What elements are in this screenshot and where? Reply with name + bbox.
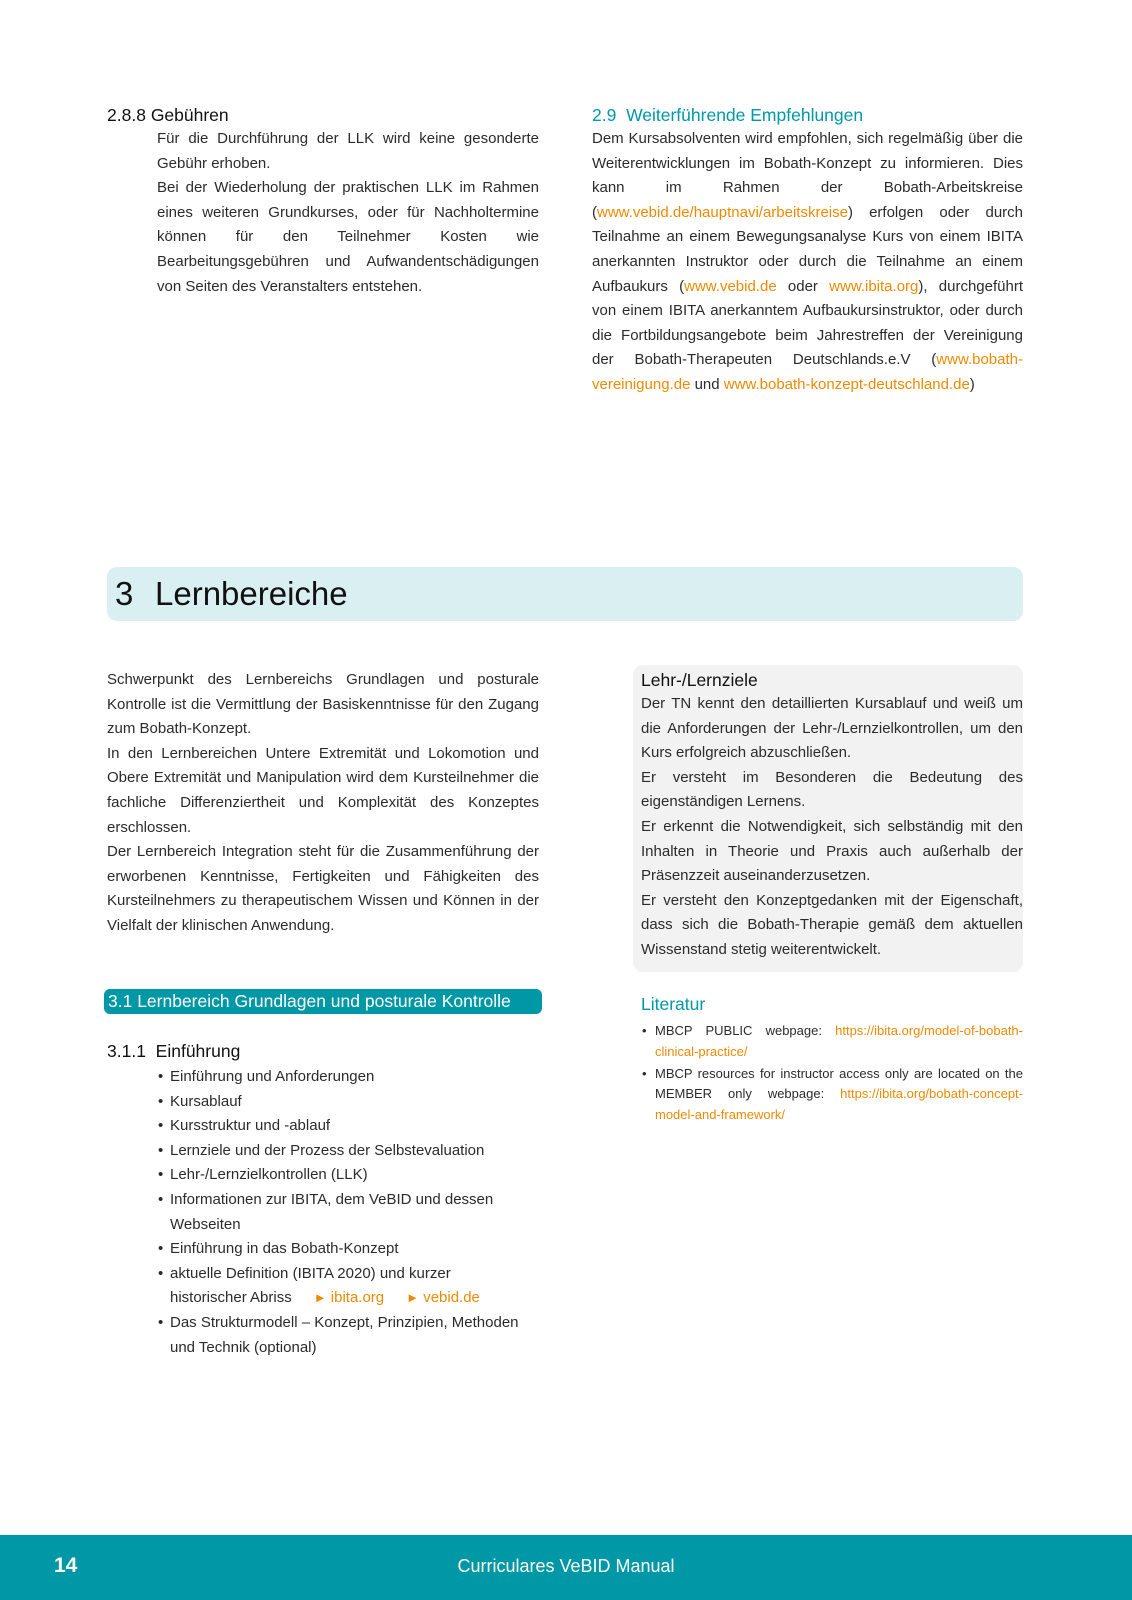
text: oder: [776, 277, 830, 295]
literature: [641, 992, 1023, 1127]
paragraph: Bei der Wiederholung der praktischen LLK im Rahmen eines weiteren Grundkurses, oder für Nachholtermine können für den Teilnehmer Kosten wie Bearbeitungsgebühren und Aufwandentschädigungen von Seiten des Veranstalters entstehen.: [157, 179, 539, 295]
section-number: 2.9: [592, 105, 617, 125]
section-title: Gebühren: [150, 105, 229, 125]
paragraph: Er versteht im Besonderen die Bedeutung des eigenständigen Lernens.: [641, 768, 1023, 811]
list-item: • Das Strukturmodell – Konzept, Prinzipien, Methoden und Technik (optional): [157, 1311, 527, 1360]
list-item: [641, 1064, 1023, 1126]
section-3-1-1: [107, 1039, 539, 1360]
link-vebid-arbeitskreise[interactable]: www.vebid.de/hauptnavi/arbeitskreise: [597, 203, 848, 221]
link-bobath-vereinigung[interactable]: www.bobath-vereinigung.de: [592, 351, 1023, 393]
paragraph: Der Lernbereich Integration steht für die Zusammenführung der erworbenen Kenntnisse, Fertigkeiten und Fähigkeiten des Kursteilnehmers zu therapeutischem Wissen und Können in der Vielfalt der klinischen Anwendung.: [107, 843, 539, 934]
literature-list: [641, 1021, 1023, 1126]
text: ) erfolgen oder durch Teilnahme an einem Bewegungsanalyse Kurs von einem IBITA anerkannten Instruktor oder durch die Teilnahme an einem Aufbaukurs (: [592, 203, 1023, 295]
text: und: [690, 375, 724, 393]
section-title: Weiterführende Empfehlungen: [626, 105, 864, 125]
section-number: 3.1.1: [107, 1041, 146, 1061]
list-item: • Lehr-/Lernzielkontrollen (LLK): [157, 1163, 527, 1188]
chapter-heading: [107, 567, 1023, 621]
list-item: • Kursablauf: [157, 1090, 527, 1115]
paragraph: Für die Durchführung der LLK wird keine gesonderte Gebühr erhoben.: [157, 130, 539, 172]
footer-title: Curriculares VeBID Manual: [457, 1556, 675, 1576]
learning-goals-box: [633, 665, 1023, 972]
list-item: • Einführung in das Bobath-Konzept: [157, 1237, 527, 1262]
arrow-right-icon: ►: [313, 1290, 327, 1306]
paragraph: Er versteht den Konzeptgedanken mit der Eigenschaft, dass sich die Bobath-Therapie gemäß dem aktuellen Wissenstand stetig weiterentwickelt.: [641, 891, 1023, 958]
section-heading: [107, 103, 539, 127]
paragraph: Der TN kennt den detaillierten Kursablauf und weiß um die Anforderungen der Lehr-/Lernzielkontrollen, um den Kurs erfolgreich abzuschließen.: [641, 695, 1023, 762]
chapter-title: Lernbereiche: [155, 575, 348, 612]
text: MBCP resources for instructor access only are located on the MEMBER only webpage:: [655, 1065, 1023, 1102]
list-item: [641, 1021, 1023, 1063]
link-bobath-konzept-deutschland[interactable]: www.bobath-konzept-deutschland.de: [723, 375, 970, 393]
paragraph: Schwerpunkt des Lernbereichs Grundlagen und posturale Kontrolle ist die Vermittlung der Basiskenntnisse für den Zugang zum Bobath-Konzept.: [107, 671, 539, 738]
literature-title: Literatur: [641, 994, 706, 1014]
text: ), durchgeführt von einem IBITA anerkanntem Aufbaukursinstruktor, oder durch die Fortbildungsangebote beim Jahrestreffen der Vereinigung der Bobath-Therapeuten Deutschlands.e.V (: [592, 277, 1023, 369]
link-ibita-org[interactable]: [314, 1289, 384, 1306]
topic-list: [157, 1065, 527, 1360]
link-text: vebid.de: [423, 1289, 480, 1307]
paragraph: In den Lernbereichen Untere Extremität und Lokomotion und Obere Extremität und Manipulation wird dem Kursteilnehmer die fachliche Differenziertheit und Komplexität des Konzeptes erschlossen.: [107, 744, 539, 836]
text: aktuelle Definition (IBITA 2020) und kurzer historischer Abriss: [170, 1264, 451, 1307]
section-2-8-8: [107, 103, 539, 299]
section-heading: [592, 103, 1023, 127]
chapter-intro: [107, 668, 539, 939]
link-vebid[interactable]: www.vebid.de: [684, 277, 777, 295]
section-2-9: [592, 103, 1023, 398]
text: MBCP PUBLIC webpage:: [655, 1023, 836, 1038]
paragraph: [592, 127, 1023, 398]
list-item: • Kursstruktur und -ablauf: [157, 1114, 527, 1139]
section-heading: [107, 1039, 539, 1063]
list-item: • Einführung und Anforderungen: [157, 1065, 527, 1090]
link-text: ibita.org: [330, 1289, 385, 1307]
chapter-number: 3: [115, 575, 134, 612]
list-item: • Informationen zur IBITA, dem VeBID und dessen Webseiten: [157, 1188, 527, 1237]
section-3-1-heading: 3.1 Lernbereich Grundlagen und posturale Kontrolle: [104, 989, 542, 1014]
list-item: [157, 1262, 527, 1311]
section-title: Einführung: [155, 1041, 241, 1061]
page-number: 14: [54, 1554, 78, 1577]
link-ibita[interactable]: www.ibita.org: [829, 277, 919, 295]
link-mbcp-member[interactable]: https://ibita.org/bobath-concept-model-and-framework/: [655, 1086, 1023, 1123]
link-vebid-de[interactable]: [406, 1289, 480, 1306]
list-item: • Lernziele und der Prozess der Selbstevaluation: [157, 1139, 527, 1164]
section-number: 2.8.8: [107, 105, 146, 125]
text: ): [969, 375, 975, 393]
box-title: Lehr-/Lernziele: [641, 670, 758, 690]
link-mbcp-public[interactable]: https://ibita.org/model-of-bobath-clinical-practice/: [655, 1023, 1023, 1059]
page-footer: [0, 1535, 1132, 1600]
paragraph: Er erkennt die Notwendigkeit, sich selbständig mit den Inhalten in Theorie und Praxis auch außerhalb der Präsenzzeit auseinanderzusetzen.: [641, 817, 1023, 885]
arrow-right-icon: ►: [406, 1290, 420, 1306]
section-body: [157, 127, 539, 299]
text: Dem Kursabsolventen wird empfohlen, sich regelmäßig über die Weiterentwicklungen im Bobath-Konzept zu informieren. Dies kann im Rahmen der Bobath-Arbeitskreise (: [592, 130, 1023, 221]
